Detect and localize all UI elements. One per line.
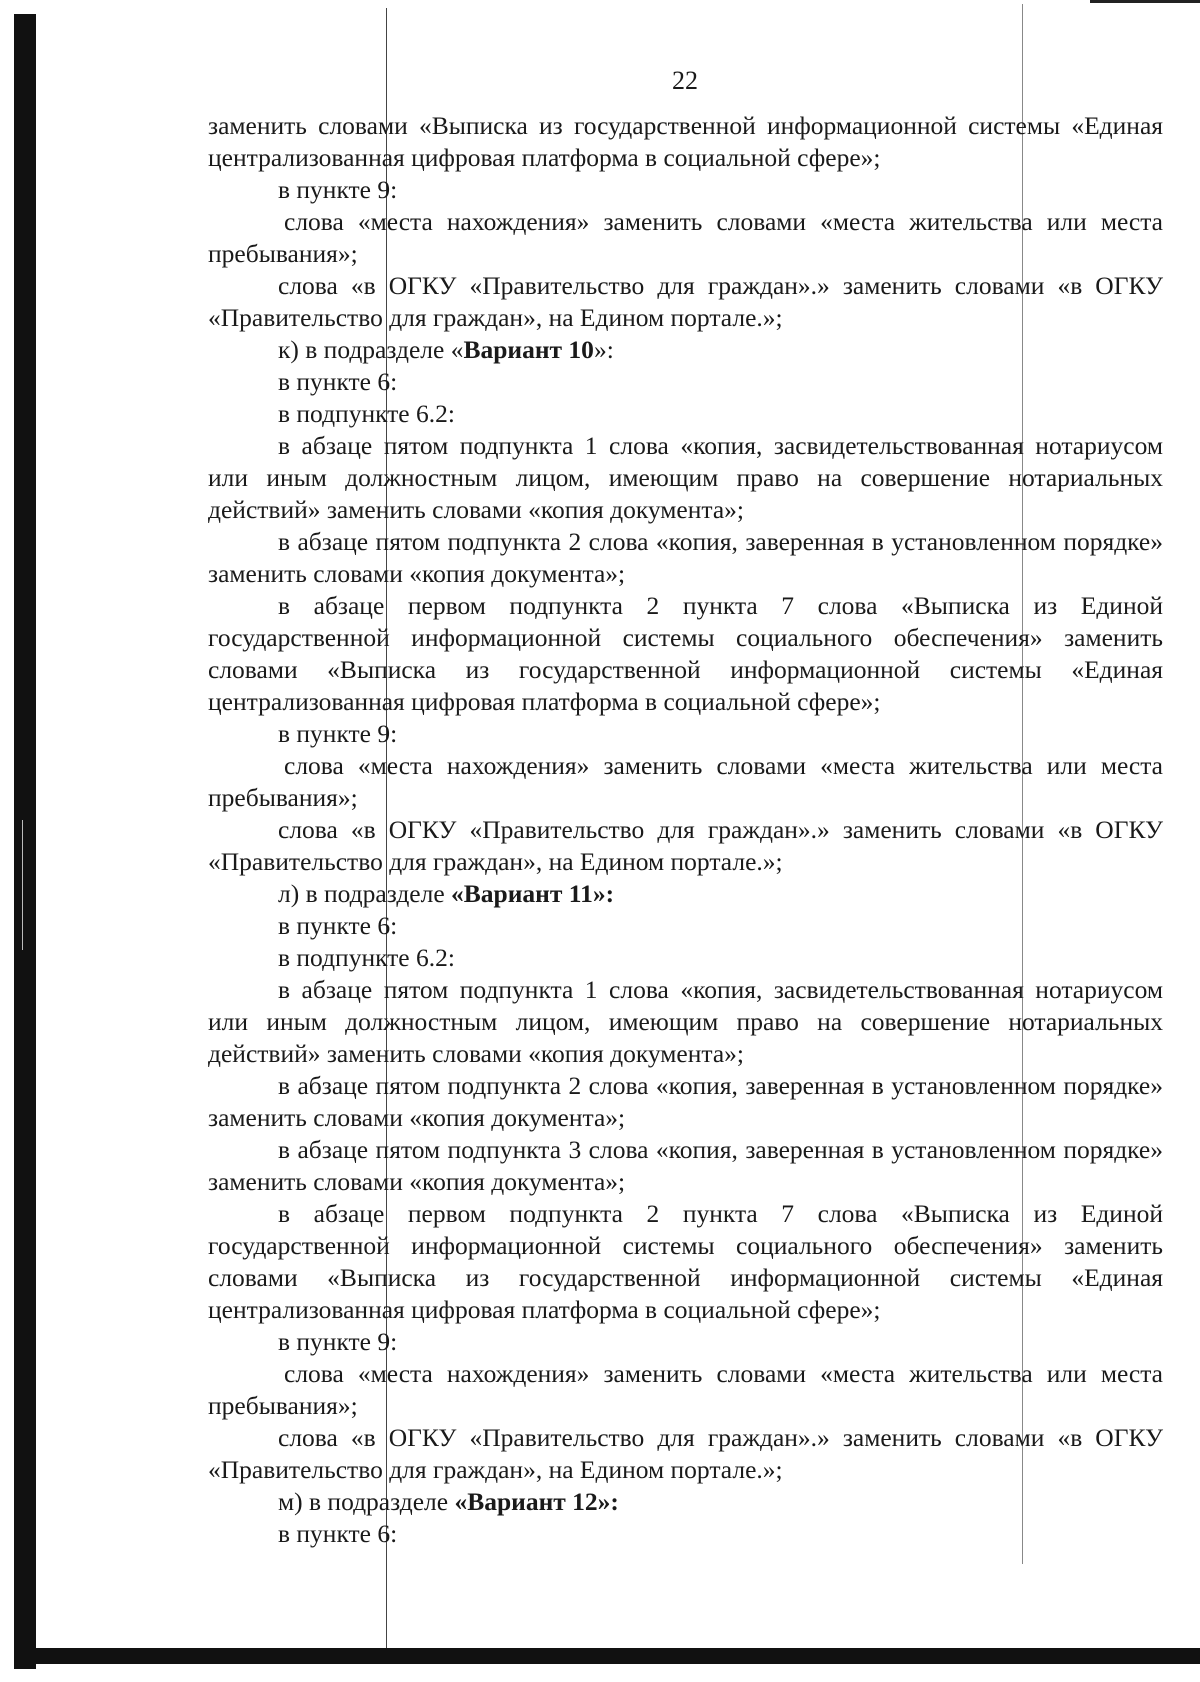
- paragraph: слова «места нахождения» заменить словами «места жительства или места пребывания»;: [208, 751, 1163, 812]
- paragraph: слова «места нахождения» заменить словами «места жительства или места пребывания»;: [208, 207, 1163, 268]
- subsection-title: «Вариант 12»:: [454, 1487, 619, 1516]
- paragraph: слова «в ОГКУ «Правительство для граждан».» заменить словами «в ОГКУ «Правительство для граждан», на Едином портале.»;: [208, 1423, 1163, 1484]
- paragraph: в подпункте 6.2:: [278, 399, 455, 428]
- paragraph: в абзаце пятом подпункта 1 слова «копия, засвидетельствованная нотариусом или иным должностным лицом, имеющим право на совершение нотариальных действий» заменить словами «копия документа»;: [208, 431, 1163, 524]
- paragraph: слова «места нахождения» заменить словами «места жительства или места пребывания»;: [208, 1359, 1163, 1420]
- paragraph: в абзаце первом подпункта 2 пункта 7 слова «Выписка из Единой государственной информационной системы социального обеспечения» заменить словами «Выписка из государственной информационной системы «Единая централизованная цифровая платформа в социальной сфере»;: [208, 1199, 1163, 1324]
- paragraph: в абзаце первом подпункта 2 пункта 7 слова «Выписка из Единой государственной информационной системы социального обеспечения» заменить словами «Выписка из государственной информационной системы «Единая централизованная цифровая платформа в социальной сфере»;: [208, 591, 1163, 716]
- scan-fold-line: [22, 820, 23, 950]
- paragraph: в пункте 6:: [278, 1519, 398, 1548]
- paragraph: в абзаце пятом подпункта 2 слова «копия, заверенная в установленном порядке» заменить словами «копия документа»;: [208, 1071, 1163, 1132]
- paragraph: в пункте 9:: [278, 175, 398, 204]
- page-number: 22: [672, 66, 698, 95]
- scan-border-top: [1090, 0, 1200, 3]
- paragraph: слова «в ОГКУ «Правительство для граждан».» заменить словами «в ОГКУ «Правительство для граждан», на Едином портале.»;: [208, 271, 1163, 332]
- subsection-title: «Вариант 11»:: [451, 879, 615, 908]
- scan-border-left: [14, 14, 36, 1669]
- paragraph-text: »:: [593, 335, 614, 364]
- paragraph: [208, 334, 1163, 366]
- paragraph-text: к) в подразделе «: [278, 335, 464, 364]
- paragraph: в абзаце пятом подпункта 3 слова «копия, заверенная в установленном порядке» заменить словами «копия документа»;: [208, 1135, 1163, 1196]
- paragraph: в абзаце пятом подпункта 2 слова «копия, заверенная в установленном порядке» заменить словами «копия документа»;: [208, 527, 1163, 588]
- subsection-title: Вариант 10: [463, 335, 594, 364]
- scan-border-bottom: [30, 1648, 1200, 1664]
- paragraph: в подпункте 6.2:: [278, 943, 455, 972]
- document-body: [208, 110, 1163, 1550]
- paragraph: в пункте 9:: [278, 719, 398, 748]
- paragraph: в пункте 9:: [278, 1327, 398, 1356]
- paragraph: в абзаце пятом подпункта 1 слова «копия, засвидетельствованная нотариусом или иным должностным лицом, имеющим право на совершение нотариальных действий» заменить словами «копия документа»;: [208, 975, 1163, 1068]
- paragraph: в пункте 6:: [278, 367, 398, 396]
- paragraph: [208, 1486, 1163, 1518]
- paragraph: [208, 878, 1163, 910]
- paragraph: слова «в ОГКУ «Правительство для граждан».» заменить словами «в ОГКУ «Правительство для граждан», на Едином портале.»;: [208, 815, 1163, 876]
- paragraph-text: м) в подразделе: [278, 1487, 455, 1516]
- paragraph: в пункте 6:: [278, 911, 398, 940]
- paragraph-text: л) в подразделе: [278, 879, 452, 908]
- paragraph: заменить словами «Выписка из государственной информационной системы «Единая централизованная цифровая платформа в социальной сфере»;: [208, 111, 1163, 172]
